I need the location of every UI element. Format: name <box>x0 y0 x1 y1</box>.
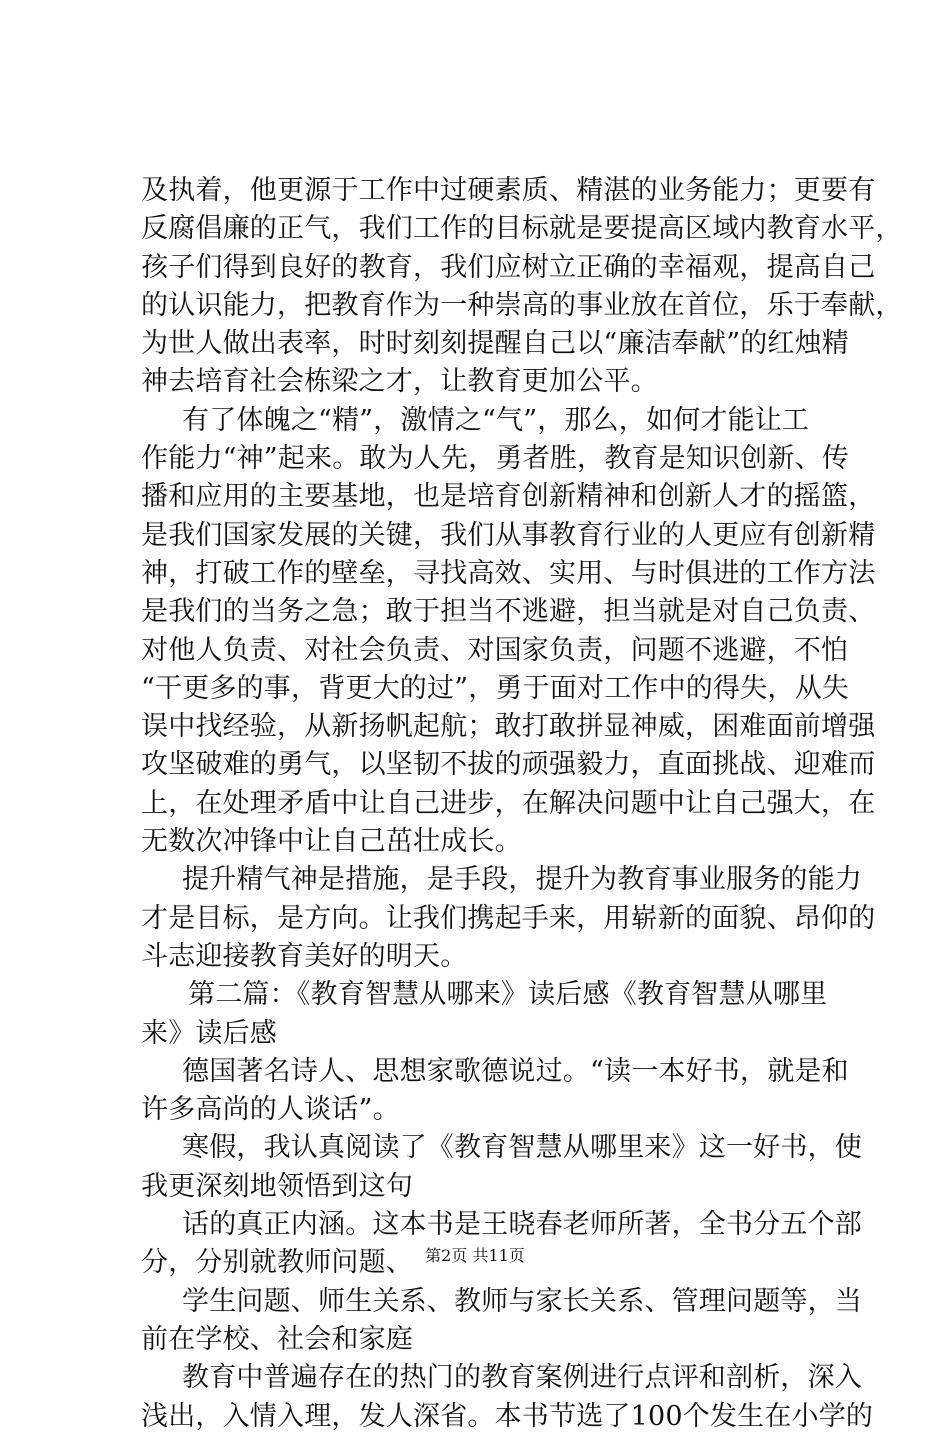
paragraph-start-line: 寒假，我认真阅读了《教育智慧从哪里来》这一好书，使 <box>182 1132 862 1164</box>
text-line: 是我们国家发展的关键，我们从事教育行业的人更应有创新精 <box>141 519 876 551</box>
section-heading-line: 第二篇：《教育智慧从哪来》读后感《教育智慧从哪里 <box>188 979 828 1011</box>
text-line: 的认识能力，把教育作为一种崇高的事业放在首位，乐于奉献， <box>141 289 903 321</box>
text-line: 许多高尚的人谈话”。 <box>141 1094 400 1126</box>
text-line: 斗志迎接教育美好的明天。 <box>141 940 468 972</box>
text-line: 无数次冲锋中让自己茁壮成长。 <box>141 826 522 858</box>
text-line: 反腐倡廉的正气，我们工作的目标就是要提高区域内教育水平， <box>141 213 903 245</box>
section-heading-line: 来》读后感 <box>141 1017 277 1049</box>
text-line: 浅出，入情入理，发人深省。本书节选了100个发生在小学的 <box>141 1400 874 1432</box>
text-line: 分，分别就教师问题、 <box>141 1247 413 1279</box>
text-line: 神去培育社会栋梁之才，让教育更加公平。 <box>141 366 658 398</box>
page-number-footer: 第2页 共11页 <box>425 1246 525 1265</box>
text-line: 攻坚破难的勇气，以坚韧不拔的顽强毅力，直面挑战、迎难而 <box>141 749 876 781</box>
text-line: 是我们的当务之急；敢于担当不逃避，担当就是对自己负责、 <box>141 596 876 628</box>
text-line: “干更多的事，背更大的过”，勇于面对工作中的得失，从失 <box>141 672 850 704</box>
text-line: 对他人负责、对社会负责、对国家负责，问题不逃避，不怕 <box>141 634 849 666</box>
paragraph-start-line: 教育中普遍存在的热门的教育案例进行点评和剖析，深入 <box>182 1362 862 1394</box>
paragraph-start-line: 学生问题、师生关系、教师与家长关系、管理问题等，当 <box>182 1285 862 1317</box>
text-line: 作能力“神”起来。敢为人先，勇者胜，教育是知识创新、传 <box>141 443 850 475</box>
text-line: 上，在处理矛盾中让自己进步，在解决问题中让自己强大，在 <box>141 787 876 819</box>
paragraph-start-line: 有了体魄之“精”，激情之“气”，那么，如何才能让工 <box>182 404 810 436</box>
text-line: 播和应用的主要基地，也是培育创新精神和创新人才的摇篮， <box>141 481 876 513</box>
text-line: 我更深刻地领悟到这句 <box>141 1170 413 1202</box>
paragraph-start-line: 提升精气神是措施，是手段，提升为教育事业服务的能力 <box>182 864 862 896</box>
text-line: 误中找经验，从新扬帆起航；敢打敢拼显神威，困难面前增强 <box>141 711 876 743</box>
paragraph-start-line: 德国著名诗人、思想家歌德说过。“读一本好书，就是和 <box>182 1055 849 1087</box>
text-line: 神，打破工作的壁垒，寻找高效、实用、与时俱进的工作方法 <box>141 557 876 589</box>
text-line: 才是目标，是方向。让我们携起手来，用崭新的面貌、昂仰的 <box>141 902 876 934</box>
text-line: 前在学校、社会和家庭 <box>141 1323 413 1355</box>
text-line: 为世人做出表率，时时刻刻提醒自己以“廉洁奉献”的红烛精 <box>141 328 850 360</box>
paragraph-start-line: 话的真正内涵。这本书是王晓春老师所著，全书分五个部 <box>182 1209 862 1241</box>
text-line: 孩子们得到良好的教育，我们应树立正确的幸福观，提高自己 <box>141 251 876 283</box>
text-line: 及执着，他更源于工作中过硬素质、精湛的业务能力；更要有 <box>141 175 876 206</box>
